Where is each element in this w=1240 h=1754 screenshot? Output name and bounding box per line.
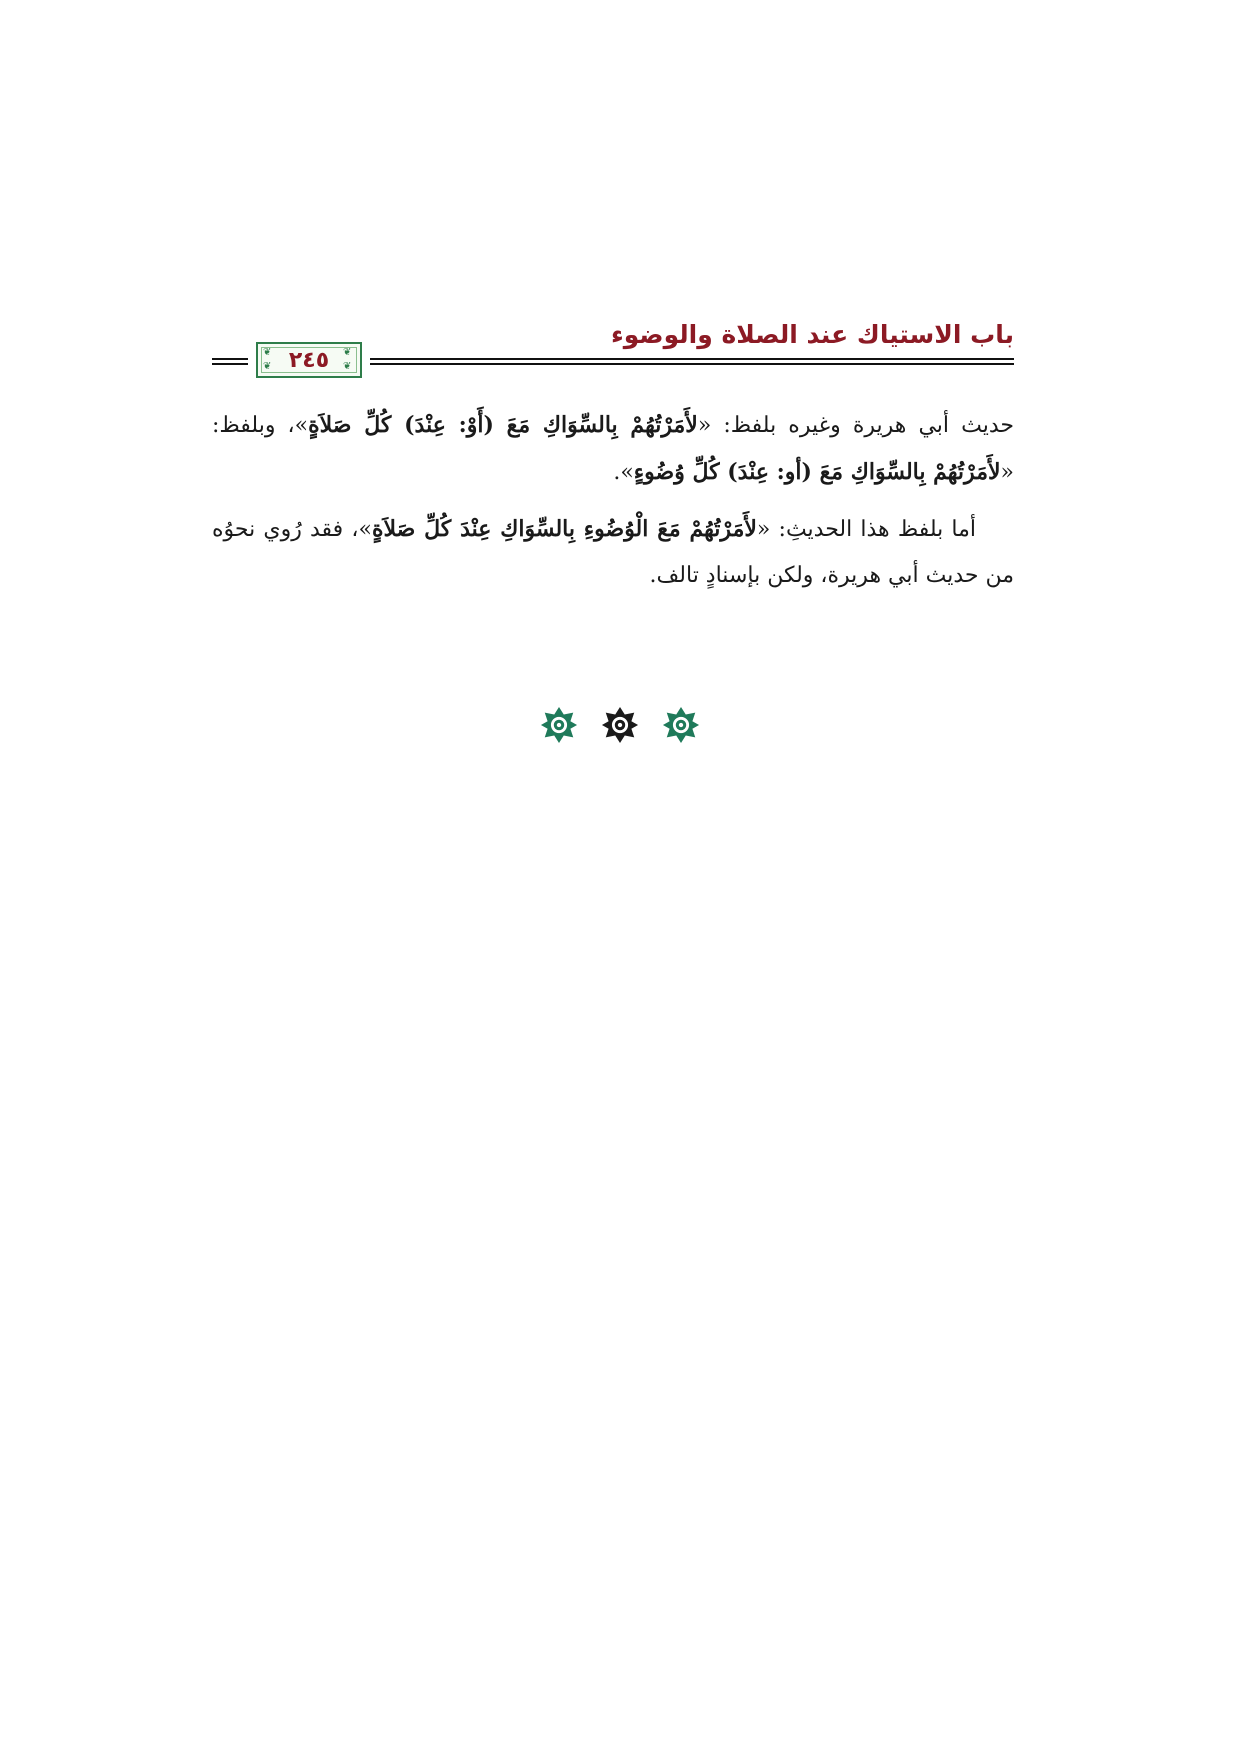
ornament-shape [663,707,699,743]
page-number-frame [256,342,362,378]
paragraph-1 [212,402,1014,496]
hadith-quote: لأَمَرْتُهُمْ مَعَ الْوُضُوءِ بِالسِّوَاكِ عِنْدَ كُلِّ صَلاَةٍ [371,516,757,542]
star-ornament-icon [540,706,578,744]
header-rule-left [212,358,248,360]
text-segment: حديث أبي هريرة وغيره بلفظ: « [697,413,1015,438]
text-segment: ». [613,460,634,485]
chapter-title: باب الاستياك عند الصلاة والوضوء [610,320,1014,349]
text-segment: »، وبلفظ: « [212,413,1014,485]
ornament-shape [602,707,638,743]
star-ornament-icon [662,706,700,744]
body-text [212,402,1014,599]
ornament-shape [541,707,577,743]
page-header [212,300,1014,400]
text-segment: »، فقد رُوي نحوُه من حديث أبي هريرة، ولكن بإسنادٍ تالف. [212,517,1014,588]
header-rule-right [370,358,1014,360]
hadith-quote: لأَمَرْتُهُمْ بِالسِّوَاكِ مَعَ (أَوْ: عِنْدَ) كُلِّ صَلاَةٍ [308,412,698,438]
text-segment: أما بلفظ هذا الحديثِ: « [756,517,976,542]
frame-corner-icon: ❦ [263,361,272,372]
section-end-ornaments [540,705,700,745]
frame-corner-icon: ❦ [343,361,352,372]
frame-corner-icon: ❦ [263,347,272,358]
star-ornament-icon [601,706,639,744]
hadith-quote: لأَمَرْتُهُمْ بِالسِّوَاكِ مَعَ (أو: عِنْدَ) كُلِّ وُضُوءٍ [633,459,1001,485]
page-number: ٢٤٥ [288,347,330,373]
paragraph-2 [212,506,1014,599]
frame-corner-icon: ❦ [343,347,352,358]
